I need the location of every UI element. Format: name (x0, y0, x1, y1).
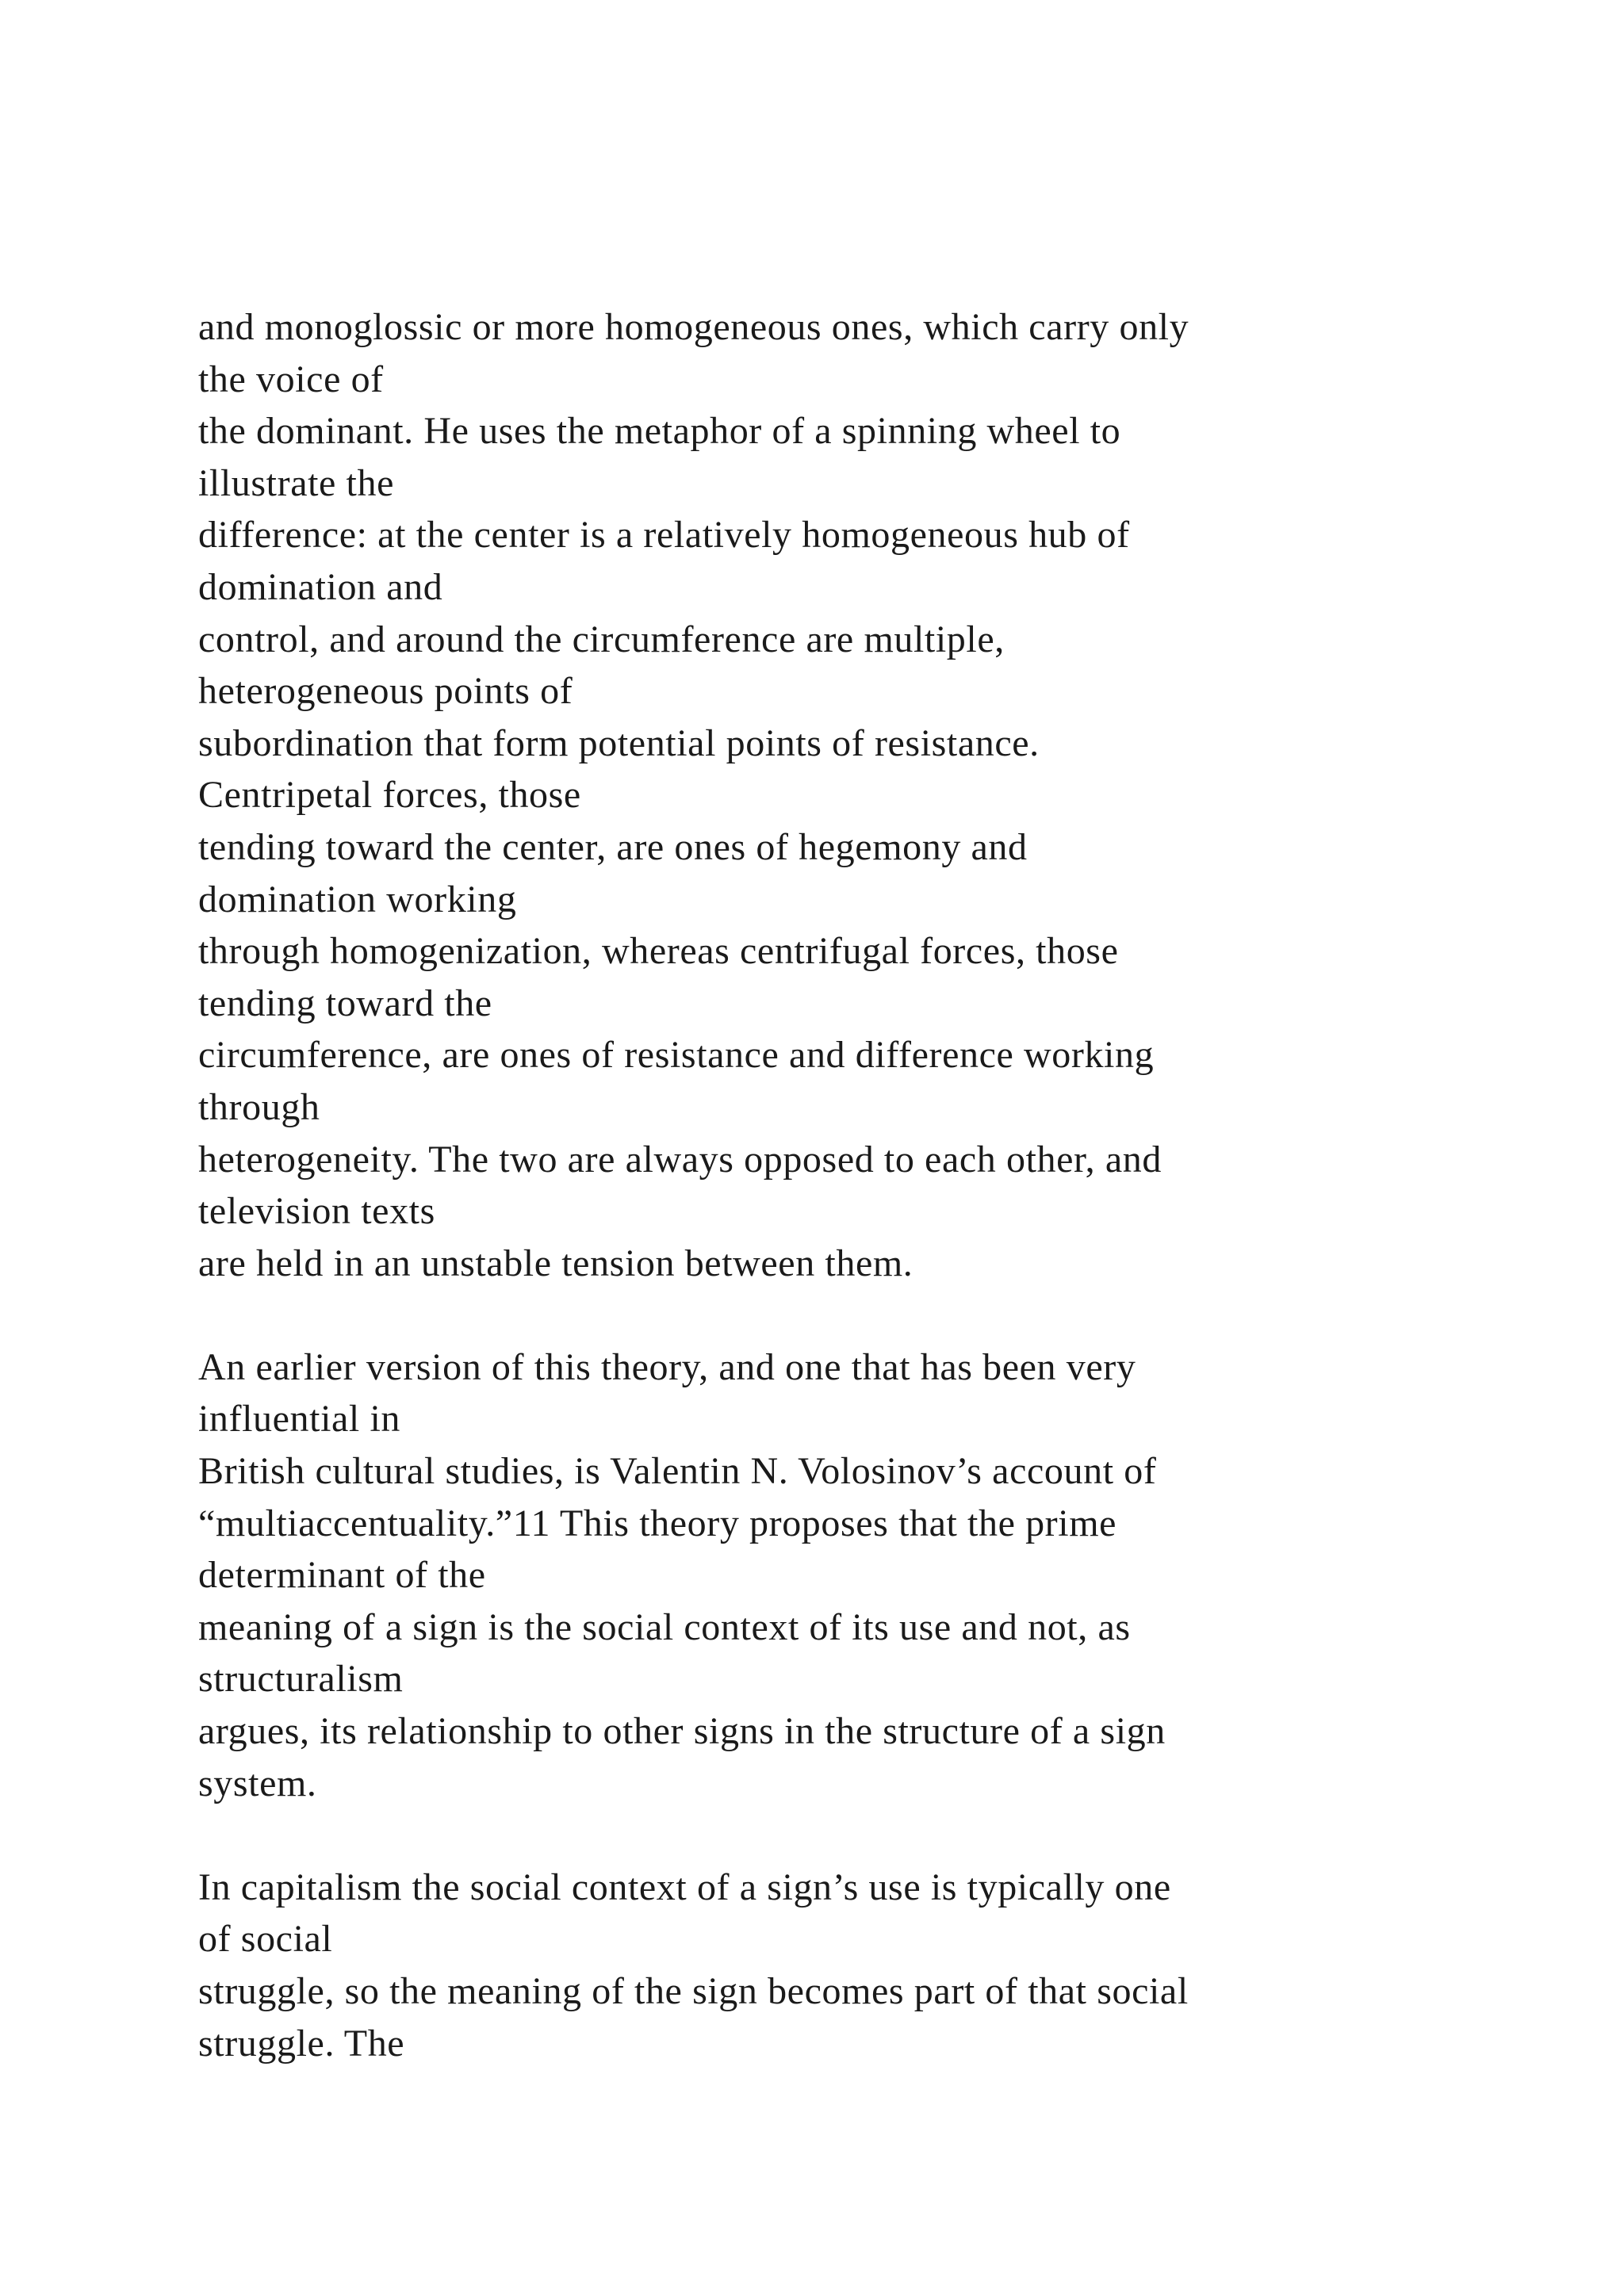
text-line: and monoglossic or more homogeneous ones, which carry only (198, 306, 1189, 348)
text-line: difference: at the center is a relatively homogeneous hub of (198, 514, 1130, 557)
text-line: influential in (198, 1398, 401, 1441)
text-line: “multiaccentuality.”11 This theory proposes that the prime (198, 1502, 1117, 1544)
text-line: circumference, are ones of resistance and difference working (198, 1034, 1155, 1077)
text-line: tending toward the center, are ones of hegemony and (198, 825, 1028, 868)
text-line: struggle. The (198, 2022, 405, 2064)
text-line: the dominant. He uses the metaphor of a spinning wheel to (198, 410, 1121, 453)
text-line: argues, its relationship to other signs in the structure of a sign (198, 1710, 1166, 1753)
text-line: through homogenization, whereas centrifugal forces, those (198, 930, 1119, 973)
text-line: system. (198, 1762, 317, 1804)
text-line: heterogeneity. The two are always opposed to each other, and (198, 1138, 1162, 1181)
text-line: subordination that form potential points of resistance. (198, 721, 1040, 764)
text-line: domination working (198, 878, 517, 920)
text-line: In capitalism the social context of a sign’s use is typically one (198, 1866, 1171, 1908)
paragraph-1 (198, 301, 1546, 1289)
text-line: An earlier version of this theory, and one that has been very (198, 1345, 1136, 1388)
body-text (198, 301, 1546, 2069)
text-line: control, and around the circumference are multiple, (198, 618, 1005, 660)
text-line: are held in an unstable tension between them. (198, 1242, 914, 1284)
text-line: Centripetal forces, those (198, 774, 581, 817)
text-line: tending toward the (198, 982, 492, 1024)
text-line: television texts (198, 1190, 435, 1233)
text-line: British cultural studies, is Valentin N. Volosinov’s account of (198, 1450, 1157, 1493)
text-line: through (198, 1085, 320, 1128)
text-line: struggle, so the meaning of the sign becomes part of that social (198, 1970, 1189, 2012)
text-line: of social (198, 1918, 333, 1961)
text-line: the voice of (198, 358, 384, 400)
text-line: heterogeneous points of (198, 670, 573, 713)
text-line: illustrate the (198, 461, 394, 504)
paragraph-break (198, 1289, 1546, 1341)
paragraph-break (198, 1809, 1546, 1862)
text-line: determinant of the (198, 1554, 486, 1597)
text-line: domination and (198, 565, 443, 608)
text-line: meaning of a sign is the social context of its use and not, as (198, 1605, 1131, 1648)
text-line: structuralism (198, 1658, 404, 1701)
paragraph-2 (198, 1341, 1546, 1809)
paragraph-3 (198, 1862, 1546, 2069)
